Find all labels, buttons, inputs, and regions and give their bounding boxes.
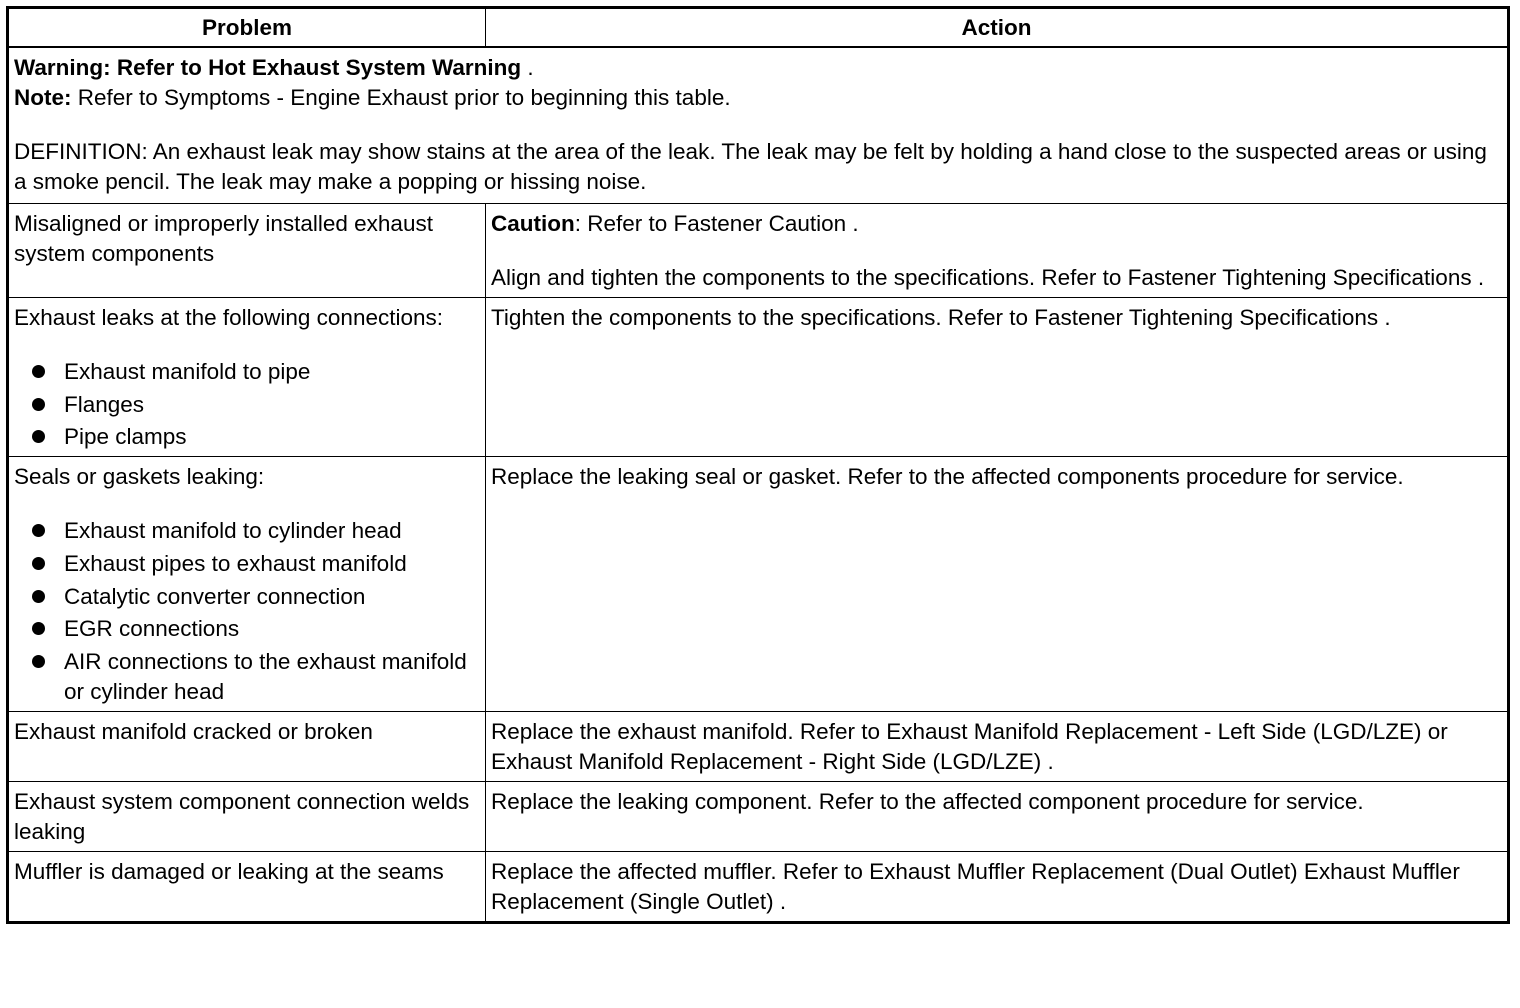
action-text: Replace the affected muffler. Refer to Exhaust Muffler Replacement (Dual Outlet) Exhaust Muffler Replacement (Single Outlet) .: [491, 859, 1460, 915]
warning-text: Warning: Refer to Hot Exhaust System Warning: [14, 55, 522, 80]
document-page: [6, 6, 1507, 1002]
bullet-list: [14, 357, 479, 452]
intro-row: [8, 47, 1509, 204]
action-text: Replace the leaking seal or gasket. Refer to the affected components procedure for service.: [491, 464, 1404, 490]
problem-cell: [8, 852, 486, 923]
caution-line: [491, 209, 1501, 239]
action-cell: [486, 204, 1509, 298]
problem-cell: [8, 457, 486, 712]
warning-tail: .: [521, 55, 534, 80]
caution-text: : Refer to Fastener Caution .: [574, 211, 859, 236]
problem-text: Misaligned or improperly installed exhaust system components: [14, 211, 433, 266]
action-text: Replace the leaking component. Refer to the affected component procedure for service.: [491, 789, 1364, 815]
action-cell: [486, 712, 1509, 782]
problem-text: Seals or gaskets leaking:: [14, 464, 265, 490]
table-row: [8, 852, 1509, 923]
problem-cell: [8, 204, 486, 298]
symptom-table: [6, 6, 1510, 924]
table-row: [8, 204, 1509, 298]
note-text: Refer to Symptoms - Engine Exhaust prior to beginning this table.: [71, 85, 731, 110]
action-header: Action: [486, 8, 1509, 48]
problem-text: Exhaust manifold cracked or broken: [14, 719, 373, 745]
action-text: Tighten the components to the specifications. Refer to Fastener Tightening Specifications .: [491, 305, 1391, 330]
list-item: Exhaust manifold to cylinder head: [14, 516, 479, 546]
bullet-icon: [32, 524, 45, 537]
bullet-icon: [32, 398, 45, 411]
table-row: [8, 782, 1509, 852]
note-label: Note:: [14, 85, 72, 110]
list-item: EGR connections: [14, 614, 479, 644]
bullet-icon: [32, 622, 45, 635]
list-item: Catalytic converter connection: [14, 582, 479, 612]
bullet-list: [14, 516, 479, 707]
problem-text: Exhaust system component connection welds leaking: [14, 789, 470, 845]
table-row: [8, 457, 1509, 712]
note-line: [14, 83, 1501, 113]
table-row: [8, 298, 1509, 457]
action-cell: [486, 457, 1509, 712]
action-cell: [486, 298, 1509, 457]
problem-text: Muffler is damaged or leaking at the seams: [14, 859, 444, 885]
action-cell: [486, 782, 1509, 852]
warning-line: [14, 53, 1501, 83]
list-item: Flanges: [14, 390, 479, 420]
bullet-icon: [32, 655, 45, 668]
problem-header: Problem: [8, 8, 486, 48]
action-cell: [486, 852, 1509, 923]
bullet-icon: [32, 365, 45, 378]
problem-cell: [8, 782, 486, 852]
action-text: Align and tighten the components to the specifications. Refer to Fastener Tightening Specifications .: [491, 265, 1485, 290]
list-item: Pipe clamps: [14, 422, 479, 452]
intro-cell: [8, 47, 1509, 204]
bullet-icon: [32, 557, 45, 570]
bullet-icon: [32, 590, 45, 603]
list-item: Exhaust manifold to pipe: [14, 357, 479, 387]
problem-text: Exhaust leaks at the following connections:: [14, 305, 444, 330]
problem-cell: [8, 712, 486, 782]
problem-cell: [8, 298, 486, 457]
bullet-icon: [32, 430, 45, 443]
list-item: Exhaust pipes to exhaust manifold: [14, 549, 479, 579]
definition-text: DEFINITION: An exhaust leak may show stains at the area of the leak. The leak may be felt by holding a hand close to the suspected areas or using a smoke pencil. The leak may make a popping or hissing noise.: [14, 139, 1487, 194]
table-row: [8, 712, 1509, 782]
action-text: Replace the exhaust manifold. Refer to Exhaust Manifold Replacement - Left Side (LGD/LZE) or Exhaust Manifold Replacement - Right Side (LGD/LZE) .: [491, 719, 1448, 775]
header-row: [8, 8, 1509, 48]
caution-label: Caution: [491, 211, 575, 236]
list-item: AIR connections to the exhaust manifold or cylinder head: [14, 647, 479, 707]
